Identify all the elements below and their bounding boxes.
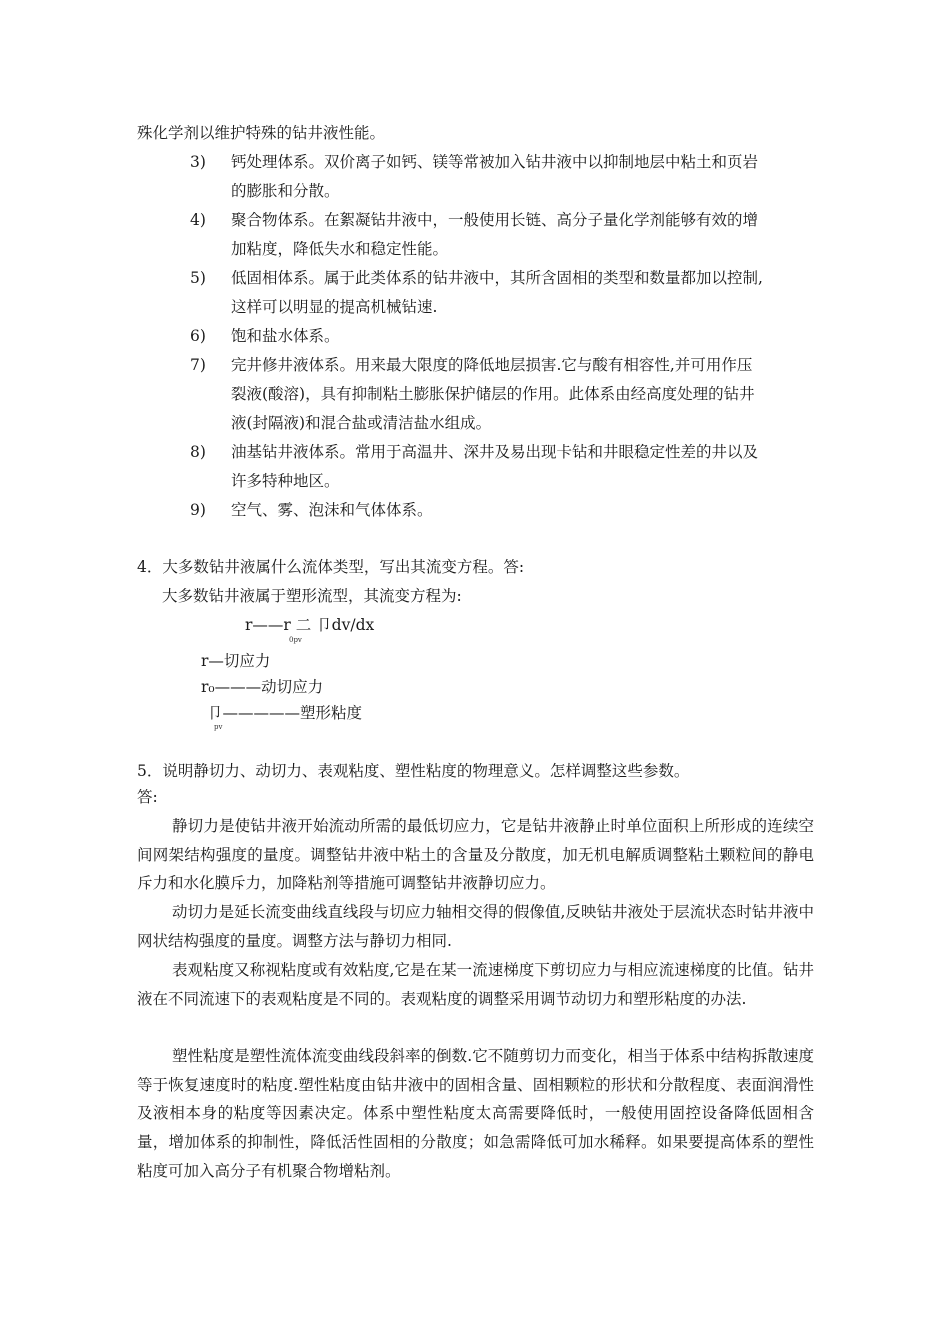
list-item-3-line-1: 钙处理体系。双价离子如钙、镁等常被加入钻井液中以抑制地层中粘土和页岩: [231, 153, 759, 171]
q4-question: 4．大多数钻井液属什么流体类型，写出其流变方程。答:: [137, 558, 525, 576]
list-item-8-line-2: 许多特种地区。: [231, 472, 340, 490]
q4-equation-subscript: 0pv: [289, 636, 302, 644]
list-item-7-line-1: 完井修井液体系。用来最大限度的降低地层损害.它与酸有相容性,并可用作压: [231, 356, 753, 374]
intro-tail-text: 殊化学剂以维护特殊的钻井液性能。: [137, 124, 386, 142]
q4-definition-plastic-viscosity: 卩—————塑形粘度: [207, 704, 363, 722]
list-item-4-line-1: 聚合物体系。在絮凝钻井液中，一般使用长链、高分子量化学剂能够有效的增: [231, 211, 759, 229]
list-item-7-number: 7): [190, 356, 206, 374]
q5-paragraph-gel-strength: 静切力是使钻井液开始流动所需的最低切应力，它是钻井液静止时单位面积上所形成的连续空间网架结构强度的量度。调整钻井液中粘土的含量及分散度，加无机电解质调整粘土颗粒间的静电斥力和水化膜斥力，加降粘剂等措施可调整钻井液静切应力。: [137, 817, 814, 893]
q5-paragraph-apparent-viscosity: 表观粘度又称视粘度或有效粘度,它是在某一流速梯度下剪切应力与相应流速梯度的比值。钻井液在不同流速下的表观粘度是不同的。表观粘度的调整采用调节动切力和塑形粘度的办法.: [137, 961, 814, 1008]
q5-answer-label: 答:: [137, 788, 158, 806]
list-item-4-line-2: 加粘度，降低失水和稳定性能。: [231, 240, 449, 258]
list-item-9-number: 9): [190, 501, 206, 519]
list-item-8-line-1: 油基钻井液体系。常用于高温井、深井及易出现卡钻和井眼稳定性差的井以及: [231, 443, 759, 461]
q5-paragraph-plastic-viscosity: 塑性粘度是塑性流体流变曲线段斜率的倒数.它不随剪切力而变化，相当于体系中结构拆散速度等于恢复速度时的粘度.塑性粘度由钻井液中的固相含量、固相颗粒的形状和分散程度、表面润滑性及液相本身的粘度等因素决定。体系中塑性粘度太高需要降低时，一般使用固控设备降低固相含量，增加体系的抑制性，降低活性固相的分散度；如急需降低可加水稀释。如果要提高体系的塑性粘度可加入高分子有机聚合物增粘剂。: [137, 1047, 814, 1180]
q4-answer: 大多数钻井液属于塑形流型，其流变方程为:: [162, 587, 462, 605]
list-item-5-line-1: 低固相体系。属于此类体系的钻井液中，其所含固相的类型和数量都加以控制,: [231, 269, 763, 287]
q4-definition-yield-point: r₀———动切应力: [201, 678, 324, 696]
q5-paragraph-yield-point: 动切力是延长流变曲线直线段与切应力轴相交得的假像值,反映钻井液处于层流状态时钻井液中网状结构强度的量度。调整方法与静切力相同.: [137, 903, 814, 950]
list-item-6-line-1: 饱和盐水体系。: [231, 327, 340, 345]
q4-equation: r——r 二 卩dv/dx: [245, 616, 375, 634]
list-item-5-number: 5): [190, 269, 206, 287]
q4-definition-subscript: pv: [214, 723, 223, 731]
list-item-3-number: 3): [190, 153, 206, 171]
q5-question: 5．说明静切力、动切力、表观粘度、塑性粘度的物理意义。怎样调整这些参数。: [137, 762, 690, 780]
list-item-5-line-2: 这样可以明显的提高机械钻速.: [231, 298, 438, 316]
list-item-3-line-2: 的膨胀和分散。: [231, 182, 340, 200]
list-item-6-number: 6): [190, 327, 206, 345]
list-item-4-number: 4): [190, 211, 206, 229]
list-item-7-line-2: 裂液(酸溶)，具有抑制粘土膨胀保护储层的作用。此体系由经高度处理的钻井: [231, 385, 755, 403]
q4-definition-shear-stress: r—切应力: [201, 652, 271, 670]
list-item-7-line-3: 液(封隔液)和混合盐或清洁盐水组成。: [231, 414, 492, 432]
list-item-8-number: 8): [190, 443, 206, 461]
list-item-9-line-1: 空气、雾、泡沫和气体体系。: [231, 501, 433, 519]
